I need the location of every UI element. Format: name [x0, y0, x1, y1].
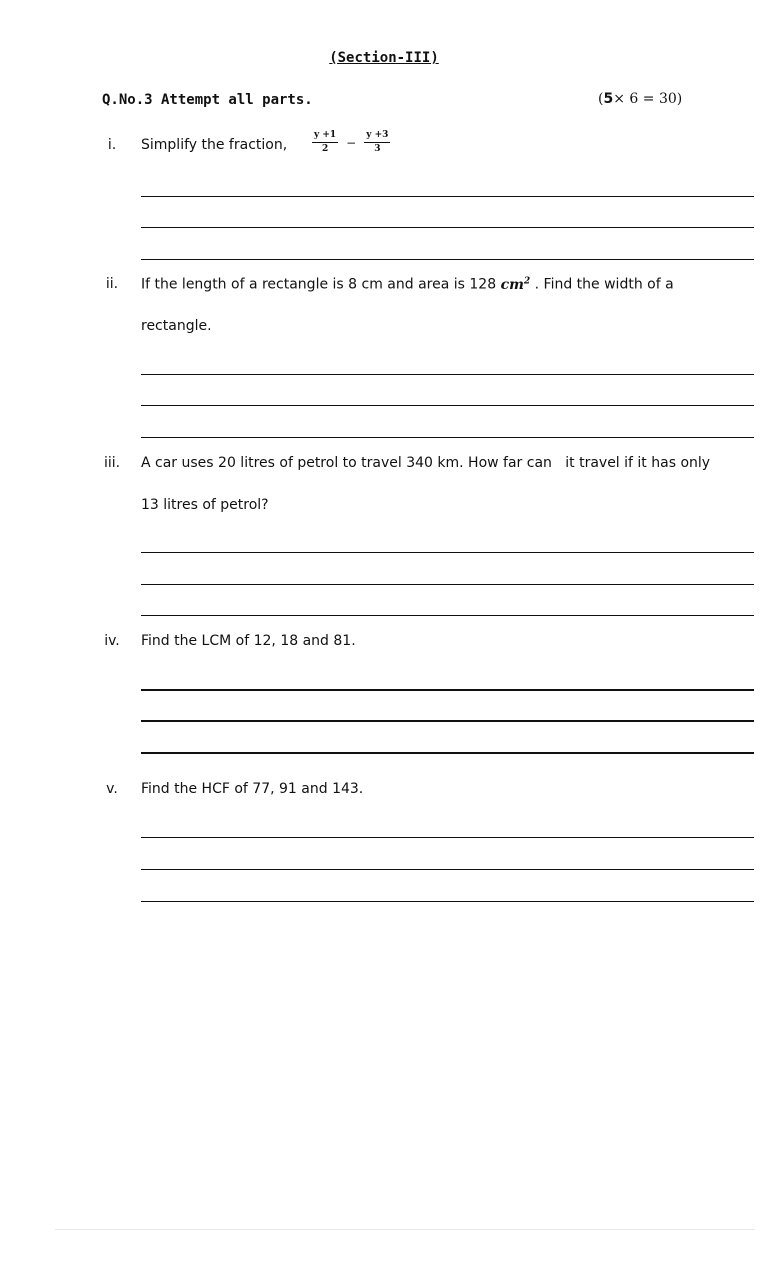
answer-line[interactable] [141, 259, 754, 260]
question-text-continued: rectangle. [141, 318, 212, 334]
question-text-continued: 13 litres of petrol? [141, 497, 269, 513]
answer-line[interactable] [141, 227, 754, 228]
answer-line[interactable] [141, 552, 754, 553]
question-header: Q.No.3 Attempt all parts. [102, 92, 313, 108]
answer-line[interactable] [141, 437, 754, 438]
answer-line[interactable] [141, 374, 754, 375]
fraction: $\frac{y +1}{2}$ [314, 130, 337, 154]
answer-line[interactable] [141, 615, 754, 616]
answer-line[interactable] [141, 196, 754, 197]
question-text: A car uses 20 litres of petrol to travel 340 km. How far can it travel if it has only [141, 455, 711, 471]
answer-line[interactable] [141, 720, 754, 722]
question-text: If the length of a rectangle is 8 cm and area is 128 $cm^2$ . Find the width of a [141, 276, 674, 293]
answer-line[interactable] [141, 869, 754, 870]
fraction: $\frac{y +3}{3}$ [366, 130, 389, 154]
fraction-expression [312, 131, 390, 154]
answer-line[interactable] [141, 752, 754, 754]
answer-line[interactable] [141, 689, 754, 691]
page-divider [55, 1229, 755, 1230]
answer-line[interactable] [141, 901, 754, 902]
answer-line[interactable] [141, 584, 754, 585]
item-numeral: iii. [103, 455, 121, 471]
answer-line[interactable] [141, 405, 754, 406]
item-numeral: v. [106, 781, 118, 797]
question-text: Find the HCF of 77, 91 and 143. [141, 781, 364, 797]
item-numeral: iv. [104, 633, 120, 649]
unit-cm-squared: $cm^2$ [500, 276, 531, 293]
minus-sign: − [346, 135, 357, 150]
question-text: Find the LCM of 12, 18 and 81. [141, 633, 356, 649]
item-numeral: ii. [105, 276, 119, 292]
answer-line[interactable] [141, 837, 754, 838]
item-numeral: i. [107, 137, 117, 153]
marks-allocation: (5× 6 = 30) [598, 91, 683, 107]
section-title: (Section-III) [329, 50, 439, 66]
question-text: Simplify the fraction, [141, 137, 288, 153]
